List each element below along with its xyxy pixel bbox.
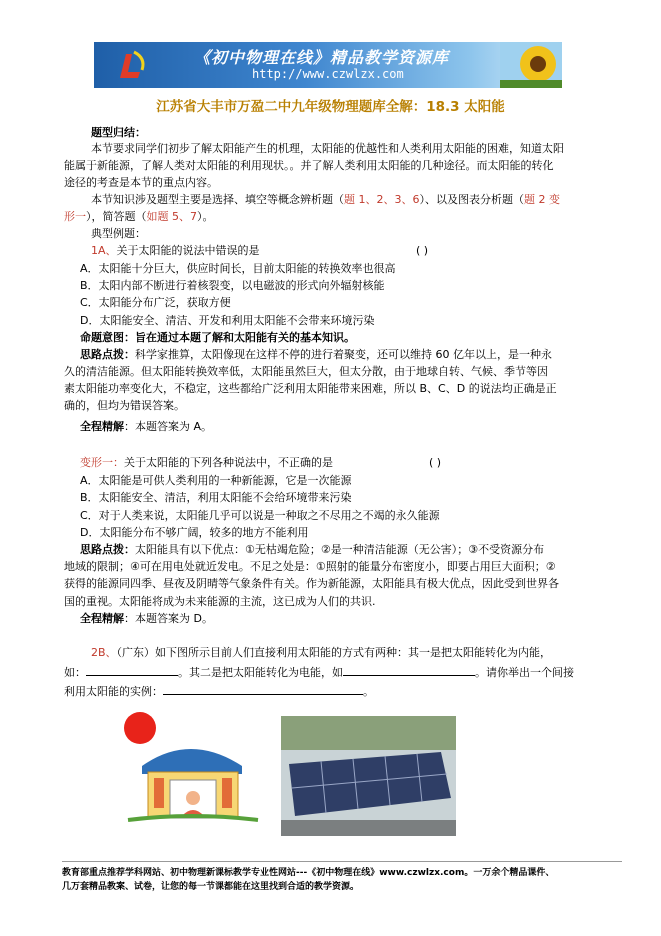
answer-line	[80, 611, 213, 627]
analysis-line	[80, 542, 544, 558]
analysis-line: 久的清洁能源。但太阳能转换效率低，太阳能虽然巨大，但太分散，由于地球自转、气候、季节等因	[64, 365, 548, 378]
question-stem: （广东）如下图所示目前人们直接利用太阳能的方式有两种：其一是把太阳能转化为内能，	[116, 646, 552, 659]
answer-text: ：本题答案为 D。	[124, 612, 213, 625]
analysis-line: 素太阳能功率变化大，不稳定，这些都给广泛利用太阳能带来困难，所以 B、C、D 的说法均正确是正	[64, 382, 557, 395]
analysis-line: 国的重视。太阳能将成为未来能源的主流，这已成为人们的共识.	[64, 595, 376, 608]
option-d: D．太阳能分布不够广阔，较多的地方不能利用	[80, 526, 309, 539]
solar-water-heater-illustration	[118, 708, 266, 832]
question-1-stem	[91, 243, 260, 259]
analysis-text: 太阳能具有以下优点：①无枯竭危险；②是一种清洁能源（无公害）；③不受资源分布	[135, 543, 545, 556]
intro-paragraph-line: 本节要求同学们初步了解太阳能产生的机理，太阳能的优越性和人类利用太阳能的困难，知道太阳	[91, 142, 564, 155]
footer-line: 几万套精品教案、试卷，让您的每一节课都能在这里找到合适的教学资源。	[62, 882, 360, 892]
banner-title: 《初中物理在线》精品教学资源库	[194, 48, 450, 67]
examples-label: 典型例题：	[91, 227, 146, 240]
option-c: C．太阳能分布广泛，获取方便	[80, 296, 231, 309]
answer-label: 全程精解	[80, 612, 124, 625]
answer-label: 全程精解	[80, 420, 124, 433]
sunflower-icon	[500, 42, 562, 88]
question-text: 。	[363, 685, 374, 698]
question-text: 如：	[64, 666, 86, 679]
site-logo-icon	[116, 48, 148, 82]
intro-scope-text: ）。	[197, 210, 214, 223]
answer-line	[80, 419, 212, 435]
intro-scope-line	[91, 192, 560, 208]
variant-1-stem	[80, 455, 333, 471]
question-text: 。请你举出一个间接	[475, 666, 574, 679]
question-number: 2B、	[91, 646, 117, 659]
question-ref: 如题 5、7	[146, 210, 197, 223]
question-2-line	[64, 683, 374, 700]
intent-text: 旨在通过本题了解和太阳能有关的基本知识。	[135, 331, 355, 344]
analysis-label: 思路点拨：	[80, 348, 135, 361]
page-title: 江苏省大丰市万盈二中九年级物理题库全解：18.3 太阳能	[156, 99, 505, 115]
section-heading-types: 题型归结：	[91, 126, 146, 139]
question-ref: 题 2 变	[524, 193, 560, 206]
solar-panel-photo	[281, 716, 456, 836]
banner-url[interactable]: http://www.czwlzx.com	[252, 67, 404, 81]
footer-line: 教育部重点推荐学科网站、初中物理新课标教学专业性网站---《初中物理在线》www.czwlzx.com。一万余个精品课件、	[62, 868, 555, 878]
intro-paragraph-line: 能属于新能源，了解人类对太阳能的利用现状。。并了解人类利用太阳能的几种途径。而太阳能的转化	[64, 159, 554, 172]
intro-scope-text: 本节知识涉及题型主要是选择、填空等概念辨析题（	[91, 193, 344, 206]
analysis-line	[80, 347, 552, 363]
variant-label: 变形一：	[80, 456, 124, 469]
answer-paren: ( )	[429, 456, 442, 469]
blank-electric-example[interactable]	[343, 664, 475, 676]
option-c: C．对于人类来说，太阳能几乎可以说是一种取之不尽用之不竭的永久能源	[80, 509, 440, 522]
page-footer	[62, 861, 622, 894]
intent-label: 命题意图：	[80, 331, 135, 344]
analysis-label: 思路点拨：	[80, 543, 135, 556]
analysis-text: 科学家推算，太阳像现在这样不停的进行着聚变，还可以维持 60 亿年以上，是一种永	[135, 348, 552, 361]
answer-text: ：本题答案为 A。	[124, 420, 213, 433]
question-stem: 关于太阳能的说法中错误的是	[116, 244, 260, 257]
intro-scope-line	[64, 209, 214, 225]
option-d: D．太阳能安全、清洁、开发和利用太阳能不会带来环境污染	[80, 314, 375, 327]
question-2-line	[64, 664, 574, 681]
blank-indirect-example[interactable]	[163, 683, 363, 695]
site-banner	[94, 42, 562, 88]
intro-scope-text: ），简答题（	[86, 210, 147, 223]
question-number: 1A、	[91, 244, 117, 257]
option-b: B．太阳能安全、清洁，利用太阳能不会给环境带来污染	[80, 491, 352, 504]
question-text: 。其二是把太阳能转化为电能，如	[178, 666, 343, 679]
question-ref: 题 1、2、3、6	[344, 193, 420, 206]
answer-paren: ( )	[416, 244, 429, 257]
intro-paragraph-line: 途径的考查是本节的重点内容。	[64, 176, 218, 189]
option-a: A．太阳能十分巨大，供应时间长，目前太阳能的转换效率也很高	[80, 262, 396, 275]
option-a: A．太阳能是可供人类利用的一种新能源，它是一次能源	[80, 474, 352, 487]
question-text: 利用太阳能的实例：	[64, 685, 163, 698]
option-b: B．太阳内部不断进行着核裂变，以电磁波的形式向外辐射核能	[80, 279, 385, 292]
analysis-line: 地域的限制；④可在用电处就近发电。不足之处是：①照射的能量分布密度小，即要占用巨大面积；②	[64, 560, 556, 573]
blank-heat-example[interactable]	[86, 664, 178, 676]
analysis-line: 获得的能源同四季、昼夜及阴晴等气象条件有关。作为新能源，太阳能具有极大优点，因此受到世界各	[64, 577, 559, 590]
question-intent	[80, 330, 355, 346]
question-2-line	[91, 645, 551, 661]
question-ref: 形一	[64, 210, 86, 223]
variant-stem: 关于太阳能的下列各种说法中，不正确的是	[124, 456, 333, 469]
analysis-line: 确的，但均为错误答案。	[64, 399, 185, 412]
intro-scope-text: ）、以及图表分析题（	[419, 193, 524, 206]
